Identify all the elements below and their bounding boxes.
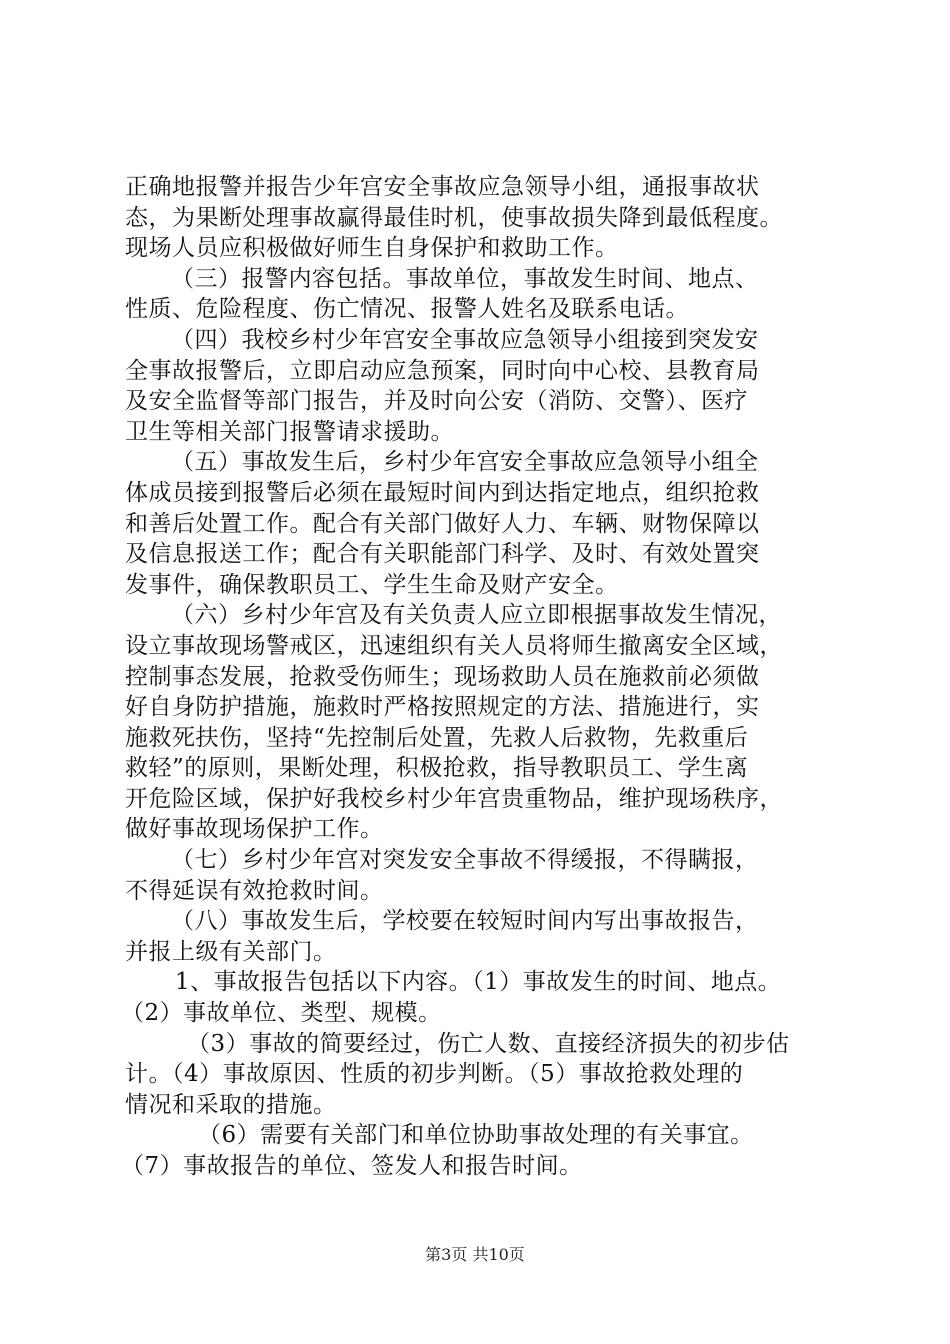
paragraph-6-start: （六）乡村少年宫及有关负责人应立即根据事故发生情况， [171, 602, 782, 629]
text-line: 态，为果断处理事故赢得最佳时机，使事故损失降到最低程度。 [125, 204, 783, 231]
text-line: 情况和采取的措施。 [125, 1091, 337, 1118]
text-line: 做好事故现场保护工作。 [125, 816, 384, 843]
text-line: 发事件，确保教职员工、学生生命及财产安全。 [125, 571, 619, 598]
report-content-item-2: （2）事故单位、类型、规模。 [121, 1000, 442, 1027]
text-line: 设立事故现场警戒区，迅速组织有关人员将师生撤离安全区域， [125, 632, 783, 659]
text-line: 及安全监督等部门报告，并及时向公安（消防、交警）、医疗 [125, 388, 748, 415]
text-line: 施救死扶伤，坚持“先控制后处置，先救人后救物，先救重后 [125, 724, 749, 751]
text-line: 控制事态发展，抢救受伤师生；现场救助人员在施救前必须做 [125, 663, 760, 690]
paragraph-8-start: （八）事故发生后，学校要在较短时间内写出事故报告， [171, 908, 759, 935]
text-line: 全事故报警后，立即启动应急预案，同时向中心校、县教育局 [125, 357, 760, 384]
text-line: 计。（4）事故原因、性质的初步判断。（5）事故抢救处理的 [125, 1061, 744, 1088]
text-line: 现场人员应积极做好师生自身保护和救助工作。 [125, 235, 619, 262]
text-line: 体成员接到报警后必须在最短时间内到达指定地点，组织抢救 [125, 479, 760, 506]
paragraph-4-start: （四）我校乡村少年宫安全事故应急领导小组接到突发安 [171, 326, 759, 353]
text-line: 好自身防护措施，施救时严格按照规定的方法、措施进行，实 [125, 694, 760, 721]
report-content-item-3: （3）事故的简要经过，伤亡人数、直接经济损失的初步估 [187, 1030, 790, 1057]
text-line: 性质、危险程度、伤亡情况、报警人姓名及联系电话。 [125, 296, 689, 323]
text-line: 正确地报警并报告少年宫安全事故应急领导小组，通报事故状 [125, 174, 760, 200]
text-line: 和善后处置工作。配合有关部门做好人力、车辆、财物保障以 [125, 510, 760, 537]
text-line: 卫生等相关部门报警请求援助。 [125, 418, 454, 445]
report-content-item-7: （7）事故报告的单位、签发人和报告时间。 [121, 1153, 583, 1179]
paragraph-7-start: （七）乡村少年宫对突发安全事故不得缓报，不得瞒报， [171, 847, 759, 874]
paragraph-5-start: （五）事故发生后，乡村少年宫安全事故应急领导小组全 [171, 449, 759, 476]
text-line: 并报上级有关部门。 [125, 938, 337, 965]
report-content-item-6: （6）需要有关部门和单位协助事故处理的有关事宜。 [198, 1122, 754, 1149]
report-content-item-1: 1、事故报告包括以下内容。（1）事故发生的时间、地点。 [175, 969, 782, 996]
document-body [121, 172, 850, 1182]
page-number: 第3页 共10页 [425, 1245, 525, 1264]
text-line: 救轻”的原则，果断处理，积极抢救，指导教职员工、学生离 [125, 755, 749, 782]
text-line: 开危险区域，保护好我校乡村少年宫贵重物品，维护现场秩序， [125, 785, 783, 812]
text-line: 及信息报送工作；配合有关职能部门科学、及时、有效处置突 [125, 541, 760, 568]
text-line: 不得延误有效抢救时间。 [125, 877, 384, 904]
paragraph-3-start: （三）报警内容包括。事故单位，事故发生时间、地点、 [171, 265, 759, 292]
